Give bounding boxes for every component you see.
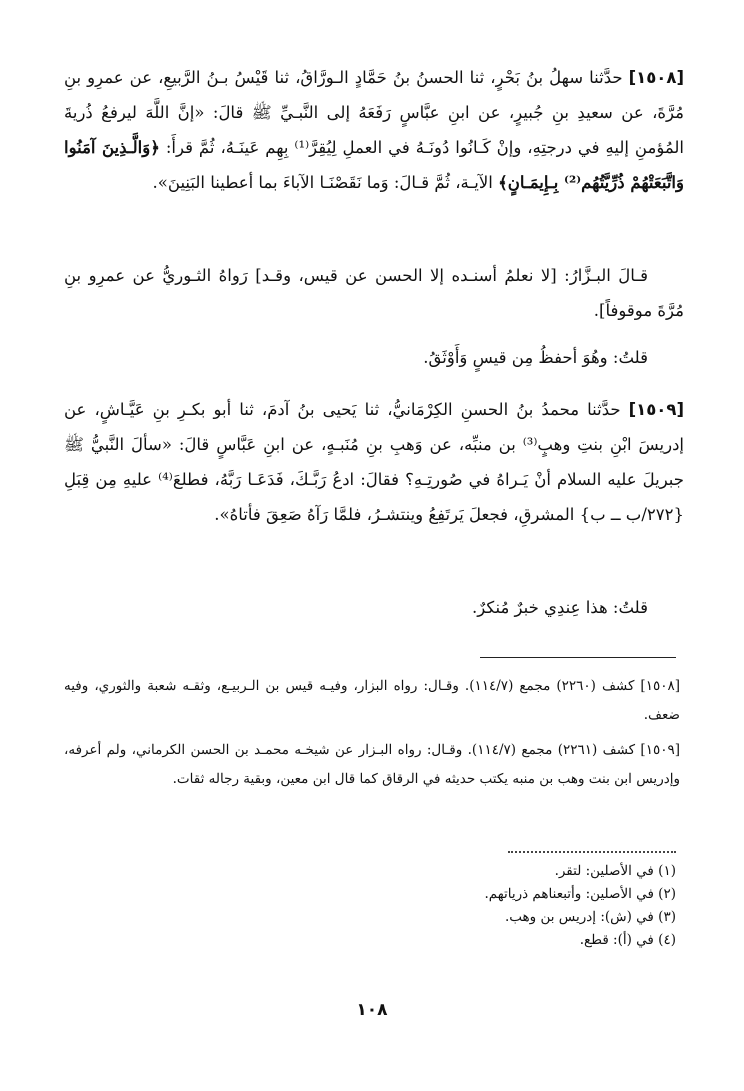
- author-comment-2: [64, 590, 684, 625]
- hadith-text-continued: الآيـة، ثُمَّ قـالَ: وَما نَقَصْنَـا الآباءَ بما أعطينا البَنِينَ».: [152, 173, 499, 192]
- takhrij-1508: [64, 672, 680, 730]
- author-comment-text: قلتُ: وهُوَ أحفظُ مِن قيسٍ وَأَوْثَقُ.: [423, 348, 648, 367]
- footnote-1: (١) في الأصلين: لتقر.: [554, 863, 676, 879]
- footnotes: [276, 860, 676, 952]
- quran-verse: ﴿وَالَّـذِينَ آمَنُوا وَاتَّبَعَتْهُمْ ذُرِّيَّتُهُم⁽²⁾ بِـإِيمَـانٍ﴾: [64, 138, 684, 192]
- author-comment-text: قلتُ: هذا عِندِي خبرٌ مُنكرٌ.: [472, 598, 648, 617]
- hadith-1508: [64, 60, 684, 200]
- takhrij-text: [١٥٠٨] كشف (٢٢٦٠) مجمع (١١٤/٧). وقـال: رواه البزار، وفيـه قيس بن الـربيـع، وثقـه شعبة والثوري، وفيه ضعف.: [64, 678, 680, 723]
- takhrij-1509: [64, 736, 680, 794]
- main-separator-line: [480, 657, 676, 658]
- page-number: ١٠٨: [356, 1000, 388, 1020]
- bazzar-comment: [64, 258, 684, 328]
- hadith-text: حدَّثنا سهلُ بنُ بَحْرٍ، ثنا الحسنُ بنُ حَمَّادٍ الـورَّاقُ، ثنا قَيْسُ بـنُ الرَّبيعِ، عن عمرِو بنِ مُرَّةَ، عن سعيدِ بنِ جُبيرٍ، عن ابنِ عبَّاسٍ رَفَعَهُ إلى النَّبـيِّ ﷺ قالَ: «إنَّ اللَّهَ ليرفعُ ذُريةَ المُؤمنِ إليهِ في درجتِهِ، وإنْ كَـانُوا دُونَـهُ في العملِ لِيُقِرَّ⁽¹⁾ بِهِم عَينَـهُ، ثُمَّ قرأَ:: [64, 68, 684, 157]
- bazzar-text: قـالَ البـزَّارُ: [لا نعلمُ أسنـده إلا الحسن عن قيس، وقـد] رَواهُ الثـوريُّ عن عمرِو بنِ مُرَّةَ موقوفاً].: [64, 266, 684, 320]
- hadith-number: [١٥٠٩]: [628, 400, 684, 419]
- footnote-4: (٤) في (أ): قطع.: [579, 932, 676, 948]
- hadith-text: حدَّثنا محمدُ بنُ الحسنِ الكِرْمَانيُّ، ثنا يَحيى بنُ آدمَ، ثنا أبو بكـرِ بنِ عَيَّـاشٍ، عن إدريسَ ابْنِ بنتِ وهبٍ⁽³⁾ بن منبِّه، عن وَهبِ بنِ مُنَبـهٍ، عن ابنِ عَبَّاسٍ قالَ: «سألَ النَّبيُّ ﷺ جبريلَ عليه السلام أنْ يَـراهُ في صُورتِـهِ؟ فقالَ: ادعُ رَبَّـكَ، فَدَعَـا رَبَّهُ، فطلعَ⁽⁴⁾ عليهِ مِن قِبَلِ {٢٧٢/ب ــ ب} المشرقِ، فجعلَ يَرتَفِعُ وينتشـرُ، فلمَّا رَآهُ صَعِقَ فأتاهُ».: [64, 400, 685, 524]
- footnote-3: (٣) في (ش): إدريس بن وهب.: [504, 909, 676, 925]
- footnote-2: (٢) في الأصلين: وأتبعناهم ذرياتهم.: [484, 886, 676, 902]
- author-comment-1: [64, 340, 684, 375]
- hadith-number: [١٥٠٨]: [628, 68, 684, 87]
- hadith-1509-paragraph: [64, 392, 684, 532]
- footnote-separator: [508, 851, 676, 853]
- hadith-1509: [64, 392, 684, 532]
- takhrij-text: [١٥٠٩] كشف (٢٢٦١) مجمع (١١٤/٧). وقـال: رواه البـزار عن شيخـه محمـد بن الحسن الكرماني، ولم أعرفه، وإدريس ابن بنت وهب بن منبه يكتب حديثه في الرقاق كما قال ابن معين، وبقية رجاله ثقات.: [64, 742, 680, 787]
- hadith-1508-paragraph: [64, 60, 684, 200]
